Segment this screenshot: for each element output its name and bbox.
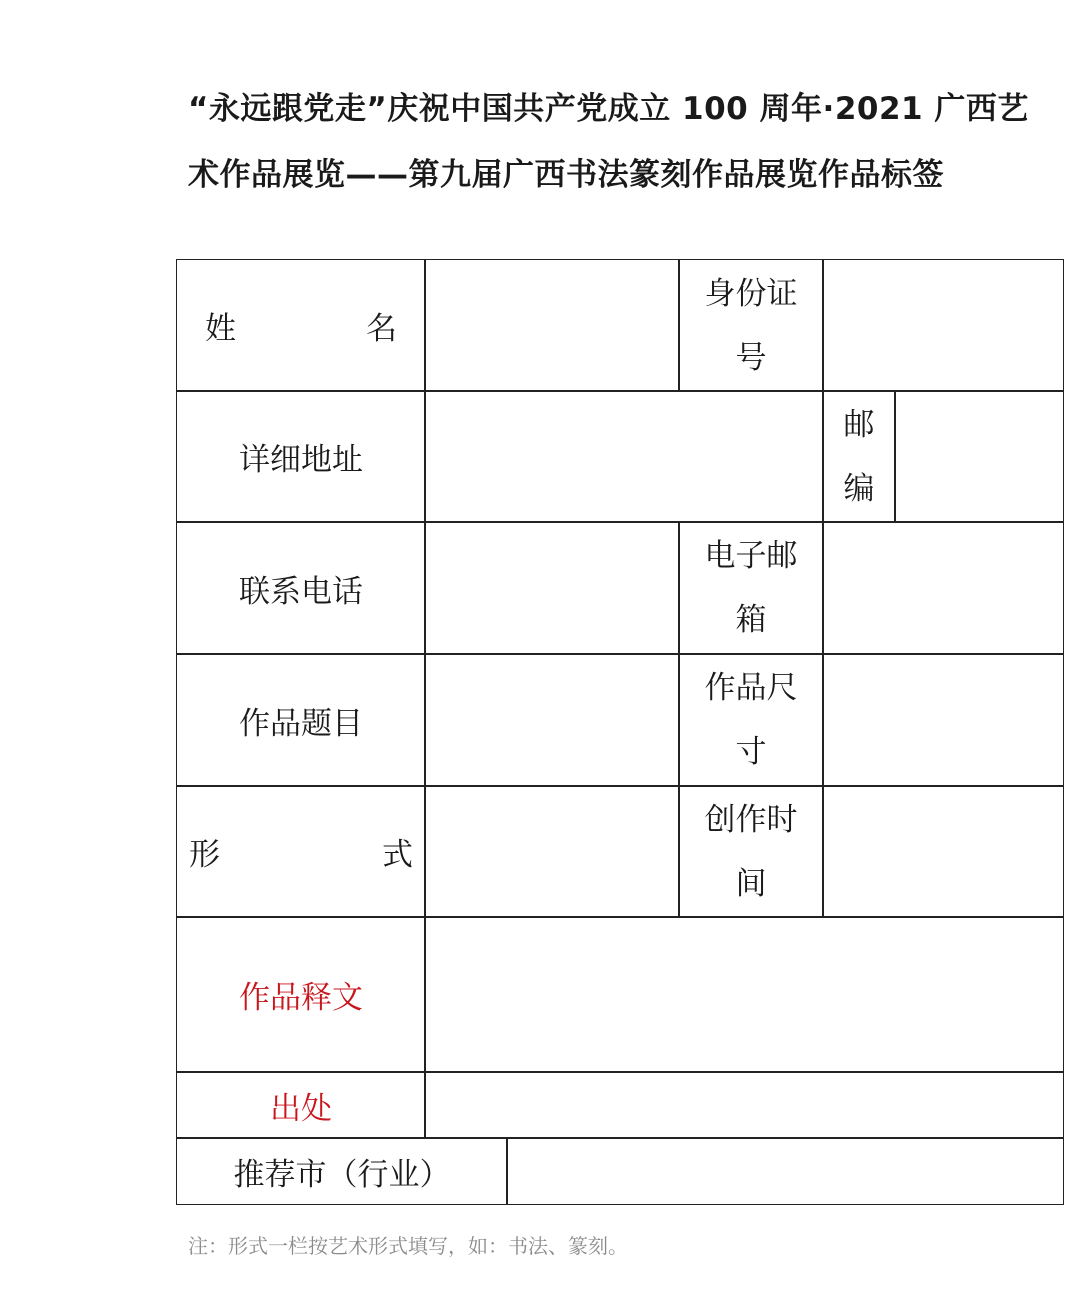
recommend-field[interactable] xyxy=(506,1137,1064,1205)
creation-time-label xyxy=(678,785,824,918)
page-title xyxy=(188,76,1068,208)
work-text-label: 作品释文 xyxy=(176,916,426,1073)
work-title-label: 作品题目 xyxy=(176,653,426,787)
work-size-field[interactable] xyxy=(822,653,1064,787)
id-card-label-line-1: 身份证 xyxy=(704,275,798,312)
email-label xyxy=(678,521,824,655)
creation-time-label-line-2: 间 xyxy=(735,865,767,902)
postcode-field[interactable] xyxy=(894,390,1064,523)
email-field[interactable] xyxy=(822,521,1064,655)
id-card-label-line-2: 号 xyxy=(735,339,767,376)
phone-field[interactable] xyxy=(424,521,680,655)
work-size-label-line-2: 寸 xyxy=(735,734,767,770)
phone-label: 联系电话 xyxy=(176,521,426,655)
address-field[interactable] xyxy=(424,390,824,523)
form-type-field[interactable] xyxy=(424,785,680,918)
form-type-label xyxy=(176,785,426,918)
name-label xyxy=(176,259,426,392)
id-card-field[interactable] xyxy=(822,259,1064,392)
work-title-field[interactable] xyxy=(424,653,680,787)
title-line-2: 术作品展览——第九届广西书法篆刻作品展览作品标签 xyxy=(188,157,944,193)
name-label-char-2: 名 xyxy=(366,311,397,347)
form-type-label-char-2: 式 xyxy=(382,837,413,873)
form-type-label-char-1: 形 xyxy=(189,837,220,873)
creation-time-field[interactable] xyxy=(822,785,1064,918)
email-label-line-2: 箱 xyxy=(735,602,767,638)
name-label-char-1: 姓 xyxy=(205,311,236,347)
source-label: 出处 xyxy=(176,1071,426,1139)
work-text-field[interactable] xyxy=(424,916,1064,1073)
creation-time-label-line-1: 创作时 xyxy=(704,801,798,838)
address-label: 详细地址 xyxy=(176,390,426,523)
id-card-label xyxy=(678,259,824,392)
postcode-label-line-1: 邮 xyxy=(843,406,875,443)
postcode-label xyxy=(822,390,896,523)
recommend-label: 推荐市（行业） xyxy=(176,1137,508,1205)
source-field[interactable] xyxy=(424,1071,1064,1139)
footnote: 注：形式一栏按艺术形式填写，如：书法、篆刻。 xyxy=(188,1234,628,1258)
work-size-label-line-1: 作品尺 xyxy=(704,670,798,706)
email-label-line-1: 电子邮 xyxy=(704,538,798,574)
work-size-label xyxy=(678,653,824,787)
title-line-1: “永远跟党走”庆祝中国共产党成立 100 周年·2021 广西艺 xyxy=(188,91,1029,127)
name-field[interactable] xyxy=(424,259,680,392)
postcode-label-line-2: 编 xyxy=(843,470,875,507)
